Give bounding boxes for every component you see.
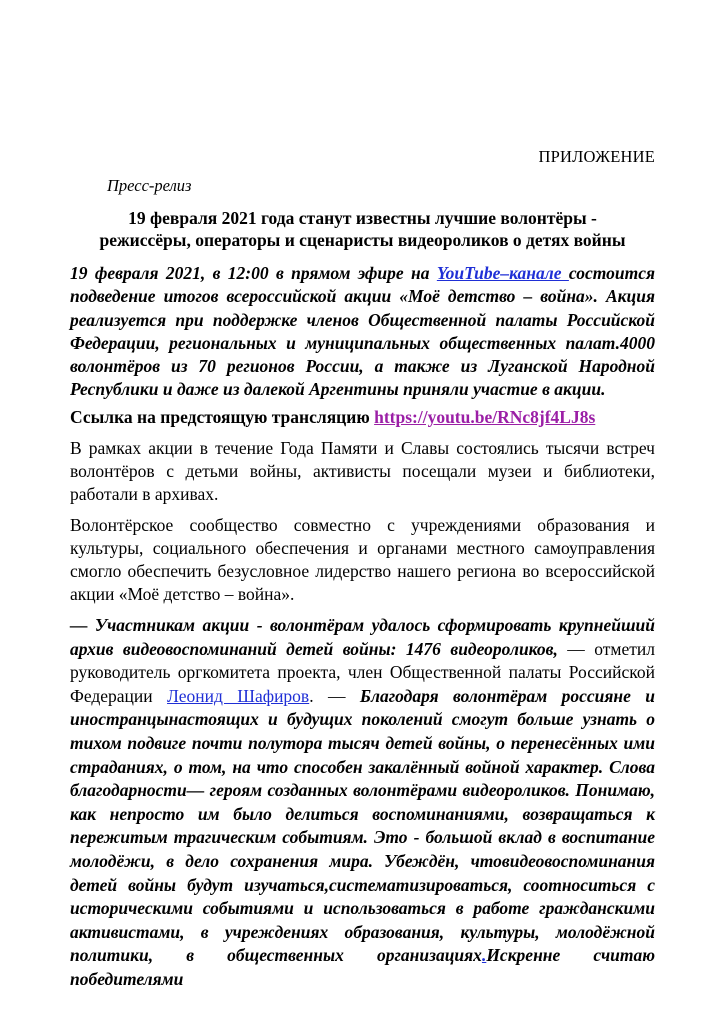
lead-paragraph	[70, 262, 655, 402]
quote-part-2: Благодаря волонтёрам россияне и иностранцынастоящих и будущих поколений смогут больше узнать о тихом подвиге почти полутора тысяч детей войны, о перенесённых ими страданиях, о том, на что способен закалённый войной характер. Слова благодарности— героям созданных волонтёрами видеороликов. Понимаю, как непросто им было делиться воспоминаниями, возвращаться к пережитым трагическим событиям. Это - большой вклад в воспитание молодёжи, в дело сохранения мира. Убеждён, чтовидеовоспоминания детей войны будут изучаться,систематизироваться, соотноситься с историческими событиями и использоваться в работе гражданскими активистами, в учреждениях образования, культуры, молодёжной политики, в общественных организациях	[70, 685, 655, 966]
headline	[70, 207, 655, 251]
stream-label: Ссылка на предстоящую трансляцию	[70, 407, 375, 427]
person-link[interactable]: Леонид Шафиров	[167, 685, 310, 706]
quote-part-3: Искренне считаю победителями	[70, 945, 655, 989]
quote-attribution: — отметил руководитель оргкомитета проекта, член Общественной палаты Российской Федерации	[70, 638, 655, 706]
lead-text-rest: состоится подведение итогов всероссийской акции «Моё детство – война». Акция реализуется при поддержке членов Общественной палаты Российской Федерации, региональных и муниципальных общественных палат.4000 волонтёров из 70 регионов России, а также из Луганской Народной Республики и даже из далекой Аргентины приняли участие в акции.	[70, 263, 655, 400]
inline-link-dot[interactable]: .	[481, 945, 487, 966]
stream-link-line	[70, 406, 655, 428]
body-paragraph-1: В рамках акции в течение Года Памяти и Славы состоялись тысячи встреч волонтёров с детьми войны, активисты посещали музеи и библиотеки, работали в архивах.	[70, 438, 655, 504]
press-release-label: Пресс-релиз	[107, 176, 192, 195]
stream-url-link[interactable]: https://youtu.be/RNc8jf4LJ8s	[374, 407, 596, 427]
body-paragraph-2: Волонтёрское сообщество совместно с учреждениями образования и культуры, социального обеспечения и органами местного самоуправления смогло обеспечить безусловное лидерство нашего региона во всероссийской акции «Моё детство – война».	[70, 515, 655, 604]
lead-text-start: 19 февраля 2021, в 12:00 в прямом эфире на	[70, 263, 437, 283]
headline-line-2: режиссёры, операторы и сценаристы видеороликов о детях войны	[99, 230, 626, 250]
quote-part-1: — Участникам акции - волонтёрам удалось сформировать крупнейший архив видеовоспоминаний детей войны: 1476 видеороликов,	[70, 615, 655, 659]
headline-line-1: 19 февраля 2021 года станут известны лучшие волонтёры -	[128, 208, 597, 228]
quote-dash: . —	[309, 685, 360, 706]
appendix-label: ПРИЛОЖЕНИЕ	[538, 147, 655, 166]
youtube-channel-link[interactable]: YouTube–канале	[436, 263, 569, 283]
quote-paragraph	[70, 614, 655, 992]
